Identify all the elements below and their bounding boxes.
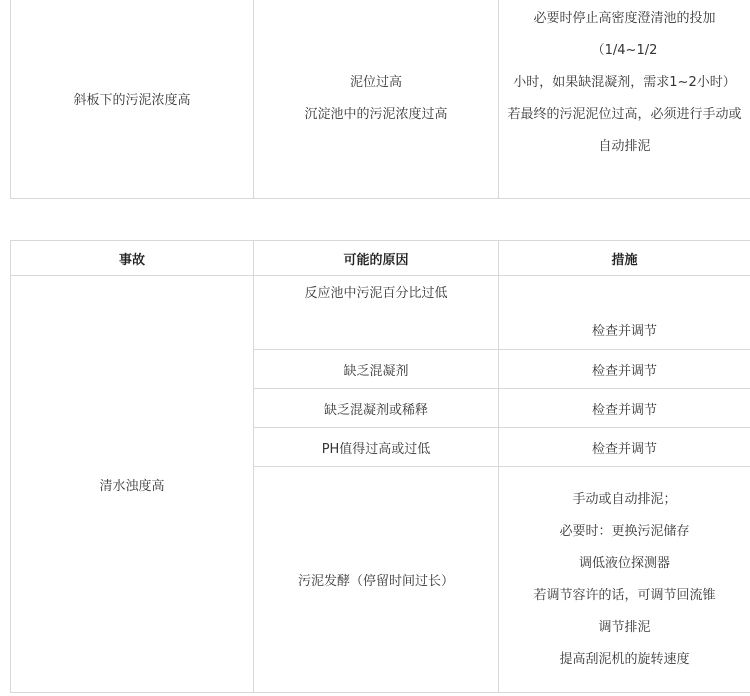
measure-cell: 检查并调节 — [499, 428, 750, 467]
measure-cell: 必要时停止高密度澄清池的投加（1/4~1/2 小时，如果缺混凝剂，需求1~2小时） 若最终的污泥泥位过高，必须进行手动或 自动排泥 — [499, 0, 750, 199]
header-row — [11, 241, 750, 276]
measure-cell: 检查并调节 — [499, 350, 750, 389]
fault-table-top — [10, 0, 750, 199]
header-cause: 可能的原因 — [254, 241, 499, 276]
measure-cell: 检查并调节 — [499, 389, 750, 428]
cause-cell: 反应池中污泥百分比过低 — [254, 276, 499, 350]
measure-cell: 手动或自动排泥； 必要时：更换污泥储存 调低液位探测器 若调节容许的话，可调节回流锥 调节排泥 提高刮泥机的旋转速度 — [499, 467, 750, 693]
header-measure: 措施 — [499, 241, 750, 276]
cause-cell: PH值得过高或过低 — [254, 428, 499, 467]
cause-cell: 缺乏混凝剂或稀释 — [254, 389, 499, 428]
cause-cell: 缺乏混凝剂 — [254, 350, 499, 389]
cause-cell: 泥位过高 沉淀池中的污泥浓度过高 — [254, 0, 499, 199]
fault-cell: 斜板下的污泥浓度高 — [11, 0, 254, 199]
fault-cell: 清水浊度高 — [11, 276, 254, 693]
table-row — [11, 276, 750, 350]
measure-cell: 检查并调节 — [499, 276, 750, 350]
cause-cell: 污泥发酵（停留时间过长） — [254, 467, 499, 693]
header-fault: 事故 — [11, 241, 254, 276]
fault-table-turbidity — [10, 240, 750, 693]
